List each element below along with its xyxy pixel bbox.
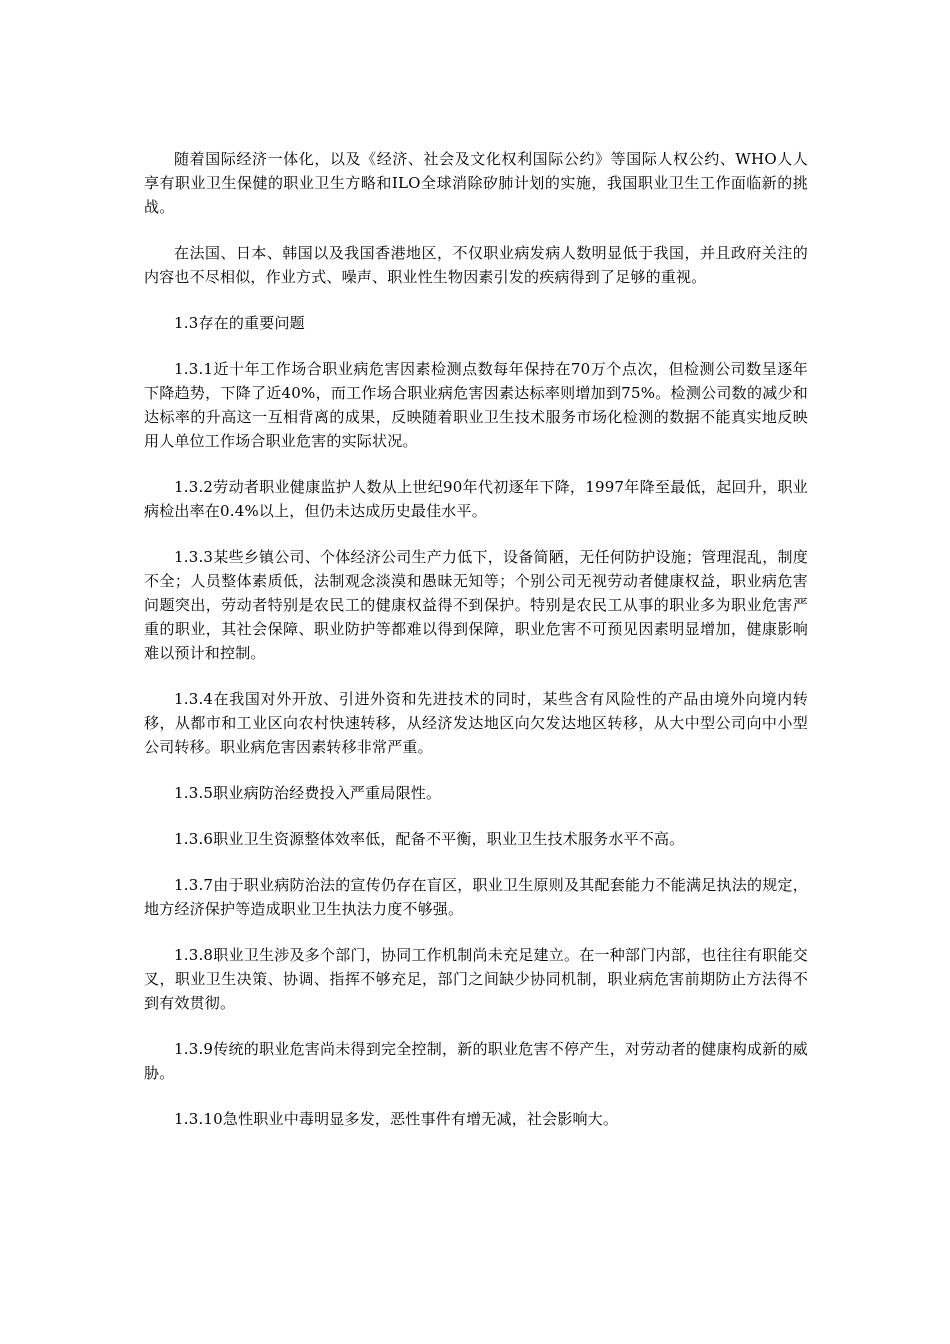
paragraph-1-3-9: 1.3.9传统的职业危害尚未得到完全控制，新的职业危害不停产生，对劳动者的健康构成新的威胁。 <box>144 1040 808 1082</box>
section-heading: 1.3存在的重要问题 <box>174 314 305 332</box>
paragraph-1-3-5: 1.3.5职业病防治经费投入严重局限性。 <box>174 784 442 802</box>
paragraph-1-3-7: 1.3.7由于职业病防治法的宣传仍存在盲区，职业卫生原则及其配套能力不能满足执法的规定，地方经济保护等造成职业卫生执法力度不够强。 <box>144 876 808 918</box>
paragraph-1-3-2: 1.3.2劳动者职业健康监护人数从上世纪90年代初逐年下降，1997年降至最低，起回升，职业病检出率在0.4%以上，但仍未达成历史最佳水平。 <box>144 478 808 520</box>
paragraph-1-3-10: 1.3.10急性职业中毒明显多发，恶性事件有增无减，社会影响大。 <box>174 1110 619 1128</box>
paragraph-1-3-4: 1.3.4在我国对外开放、引进外资和先进技术的同时，某些含有风险性的产品由境外向境内转移，从都市和工业区向农村快速转移，从经济发达地区向欠发达地区转移，从大中型公司向中小型公司转移。职业病危害因素转移非常严重。 <box>144 690 808 756</box>
paragraph-1-3-1: 1.3.1近十年工作场合职业病危害因素检测点数每年保持在70万个点次，但检测公司数呈逐年下降趋势，下降了近40%，而工作场合职业病危害因素达标率则增加到75%。检测公司数的减少和达标率的升高这一互相背离的成果，反映随着职业卫生技术服务市场化检测的数据不能真实地反映用人单位工作场合职业危害的实际状况。 <box>144 360 808 450</box>
paragraph-1-3-3: 1.3.3某些乡镇公司、个体经济公司生产力低下，设备简陋，无任何防护设施；管理混乱，制度不全；人员整体素质低，法制观念淡漠和愚昧无知等；个别公司无视劳动者健康权益，职业病危害问题突出，劳动者特别是农民工的健康权益得不到保护。特别是农民工从事的职业多为职业危害严重的职业，其社会保障、职业防护等都难以得到保障，职业危害不可预见因素明显增加，健康影响难以预计和控制。 <box>144 548 808 662</box>
paragraph-intro: 随着国际经济一体化，以及《经济、社会及文化权利国际公约》等国际人权公约、WHO人人享有职业卫生保健的职业卫生方略和ILO全球消除矽肺计划的实施，我国职业卫生工作面临新的挑战。 <box>144 150 808 216</box>
paragraph-international-comparison: 在法国、日本、韩国以及我国香港地区，不仅职业病发病人数明显低于我国，并且政府关注的内容也不尽相似，作业方式、噪声、职业性生物因素引发的疾病得到了足够的重视。 <box>144 244 808 286</box>
paragraph-1-3-6: 1.3.6职业卫生资源整体效率低，配备不平衡，职业卫生技术服务水平不高。 <box>174 830 685 848</box>
paragraph-1-3-8: 1.3.8职业卫生涉及多个部门，协同工作机制尚未充足建立。在一种部门内部，也往往有职能交叉，职业卫生决策、协调、指挥不够充足，部门之间缺少协同机制，职业病危害前期防止方法得不到有效贯彻。 <box>144 946 808 1012</box>
document-body <box>144 147 808 1153</box>
